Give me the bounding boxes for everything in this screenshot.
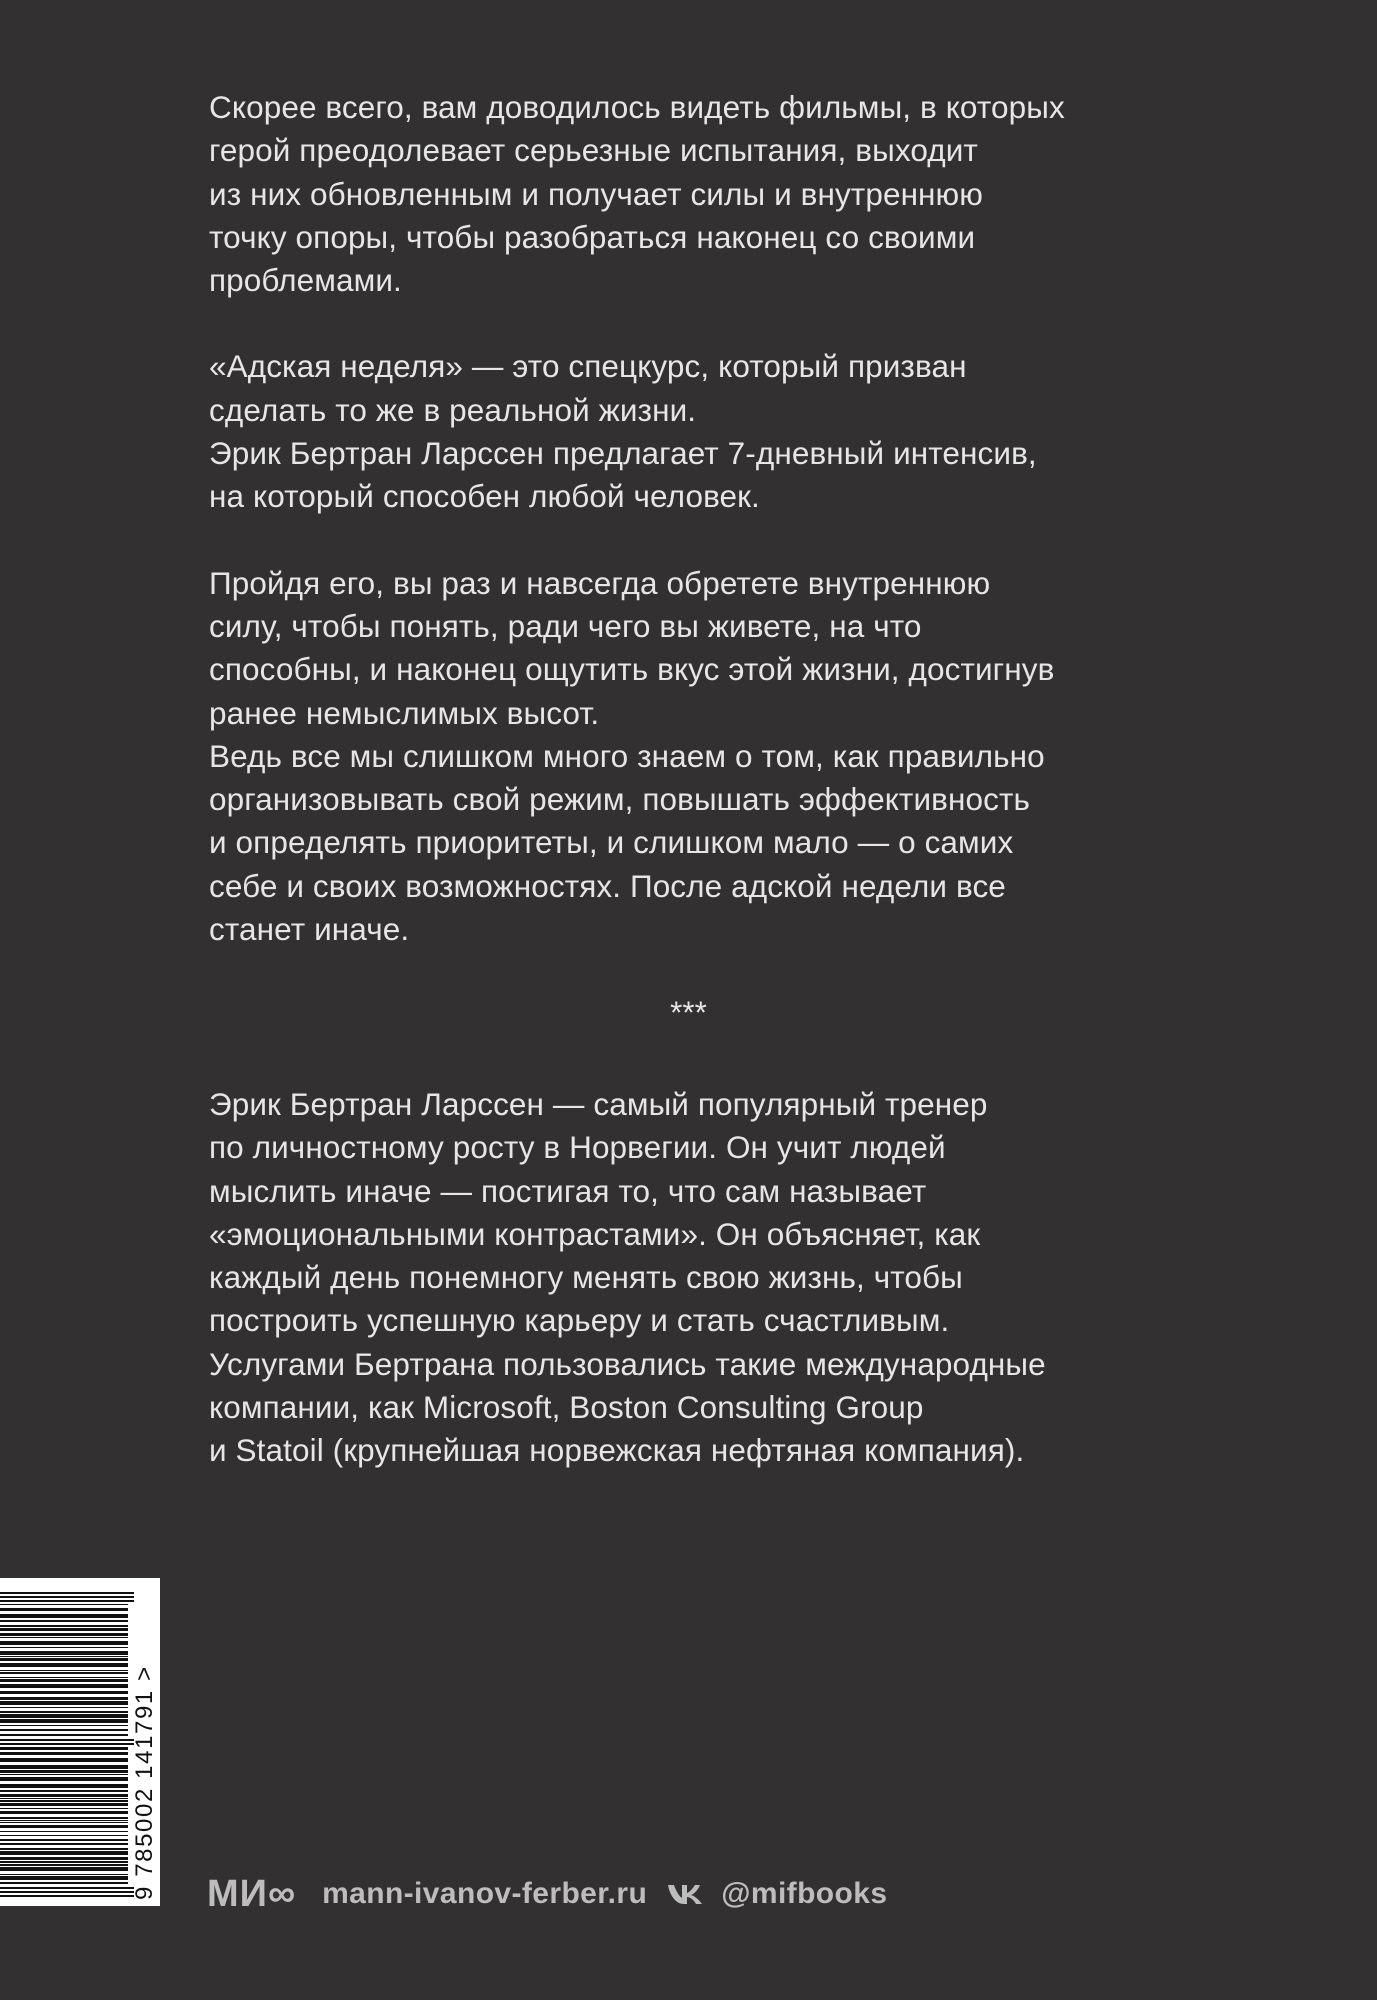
text-line: «эмоциональными контрастами». Он объясняет, как bbox=[209, 1215, 981, 1252]
barcode-bar bbox=[0, 1697, 128, 1700]
text-line: «Адская неделя» — это спецкурс, который призван bbox=[209, 348, 967, 385]
barcode-bar bbox=[0, 1867, 128, 1871]
publisher-footer bbox=[207, 1872, 887, 1916]
text-line: станет иначе. bbox=[209, 911, 410, 948]
barcode-bar bbox=[0, 1684, 128, 1688]
text-line: и Statoil (крупнейшая норвежская нефтяная компания). bbox=[209, 1432, 1025, 1469]
barcode-graphic bbox=[0, 1578, 160, 1906]
text-line: из них обновленным и получает силы и внутреннюю bbox=[209, 175, 984, 212]
barcode-bar bbox=[0, 1777, 128, 1781]
barcode-bar bbox=[0, 1831, 128, 1832]
vk-icon[interactable] bbox=[667, 1883, 703, 1905]
text-line: построить успешную карьеру и стать счастливым. bbox=[209, 1302, 950, 1339]
text-line: ранее немыслимых высот. bbox=[209, 694, 600, 731]
text-line: герой преодолевает серьезные испытания, выходит bbox=[209, 132, 978, 169]
barcode-bar bbox=[0, 1835, 128, 1836]
text-line: проблемами. bbox=[209, 262, 402, 299]
barcode-number: 9 785002 141791 > bbox=[131, 1665, 158, 1900]
barcode-bar bbox=[0, 1656, 128, 1657]
barcode-bar bbox=[0, 1861, 128, 1863]
barcode-bar bbox=[0, 1592, 134, 1594]
barcode-bar bbox=[0, 1839, 128, 1841]
barcode-bar bbox=[0, 1848, 128, 1850]
text-line: Скорее всего, вам доводилось видеть фильмы, в которых bbox=[209, 89, 1065, 125]
paragraph-author bbox=[209, 1083, 1209, 1473]
barcode-bar bbox=[0, 1822, 128, 1823]
text-line: компании, как Microsoft, Boston Consulting Group bbox=[209, 1389, 924, 1426]
barcode-bar bbox=[0, 1641, 128, 1645]
barcode-bar bbox=[0, 1637, 128, 1638]
barcode-bar bbox=[0, 1891, 134, 1893]
text-line: и определять приоритеты, и слишком мало — о самих bbox=[209, 824, 1014, 861]
text-line: по личностному росту в Норвегии. Он учит людей bbox=[209, 1129, 946, 1166]
barcode-bar bbox=[0, 1794, 128, 1797]
barcode-bar bbox=[0, 1770, 128, 1773]
barcode-bar bbox=[0, 1719, 128, 1723]
paragraph-benefits bbox=[209, 562, 1209, 952]
barcode-bar bbox=[0, 1714, 128, 1718]
barcode-bar bbox=[0, 1798, 128, 1799]
author-bio bbox=[209, 1083, 1209, 1473]
publisher-logo-text: МИ∞ bbox=[207, 1872, 297, 1915]
barcode-bar bbox=[0, 1803, 128, 1806]
text-line: организовывать свой режим, повышать эффективность bbox=[209, 781, 1030, 818]
text-line: Услугами Бертрана пользовались такие международные bbox=[209, 1345, 1046, 1382]
barcode-bar bbox=[0, 1596, 134, 1598]
barcode-bar bbox=[0, 1857, 128, 1860]
barcode-bar bbox=[0, 1663, 128, 1667]
section-separator: *** bbox=[670, 994, 707, 1030]
publisher-website-link[interactable]: mann-ivanov-ferber.ru bbox=[322, 1877, 648, 1910]
barcode-bar bbox=[0, 1811, 128, 1814]
barcode-bar bbox=[0, 1691, 128, 1694]
barcode-bar bbox=[0, 1895, 134, 1897]
barcode-bar bbox=[0, 1677, 128, 1678]
barcode-bar bbox=[0, 1729, 128, 1731]
barcode-bar bbox=[0, 1614, 128, 1618]
barcode-bar bbox=[0, 1672, 128, 1674]
paragraph-intro bbox=[209, 86, 1209, 302]
barcode-bar bbox=[0, 1647, 128, 1648]
text-line: способны, и наконец ощутить вкус этой жизни, достигнув bbox=[209, 651, 1055, 688]
barcode-bar bbox=[0, 1843, 128, 1845]
barcode-bar bbox=[0, 1874, 128, 1875]
barcode-bar bbox=[0, 1747, 128, 1750]
text-line: Эрик Бертран Ларссен предлагает 7-дневный интенсив, bbox=[209, 435, 1037, 472]
barcode-bar bbox=[0, 1604, 128, 1605]
barcode-bar bbox=[0, 1707, 128, 1708]
barcode-bar bbox=[0, 1725, 128, 1726]
paragraph-course bbox=[209, 345, 1209, 518]
text-line: каждый день понемногу менять свою жизнь, чтобы bbox=[209, 1259, 963, 1296]
barcode-bar bbox=[0, 1658, 128, 1661]
text-line: Пройдя его, вы раз и навсегда обретете внутреннюю bbox=[209, 564, 991, 601]
barcode-bar bbox=[0, 1808, 128, 1809]
barcode-bar bbox=[0, 1864, 128, 1866]
text-line: Ведь все мы слишком много знаем о том, как правильно bbox=[209, 737, 1045, 774]
barcode-bar bbox=[0, 1820, 128, 1821]
barcode-bar bbox=[0, 1711, 128, 1713]
barcode-bar bbox=[0, 1752, 128, 1755]
barcode-bar bbox=[0, 1620, 128, 1622]
barcode-bar bbox=[0, 1633, 128, 1636]
barcode-bar bbox=[0, 1876, 128, 1880]
barcode-bars bbox=[0, 1592, 134, 1897]
barcode-bar bbox=[0, 1774, 128, 1775]
barcode-bar bbox=[0, 1600, 134, 1602]
text-line: точку опоры, чтобы разобраться наконец со своими bbox=[209, 218, 976, 255]
social-handle-link[interactable]: @mifbooks bbox=[721, 1877, 888, 1910]
text-line: на который способен любой человек. bbox=[209, 478, 760, 515]
text-line: силу, чтобы понять, ради чего вы живете, на что bbox=[209, 607, 922, 644]
barcode-bar bbox=[0, 1758, 128, 1762]
barcode-bar bbox=[0, 1679, 128, 1682]
publisher-logo bbox=[207, 1873, 296, 1916]
text-line: себе и своих возможностях. После адской недели все bbox=[209, 867, 1006, 904]
barcode-bar bbox=[0, 1817, 128, 1819]
barcode-bar bbox=[0, 1743, 134, 1745]
text-line: мыслить иначе — постигая то, что сам называет bbox=[209, 1172, 927, 1209]
barcode-bar bbox=[0, 1882, 128, 1884]
barcode-bar bbox=[0, 1628, 128, 1631]
text-line: сделать то же в реальной жизни. bbox=[209, 391, 697, 428]
barcode-bar bbox=[0, 1790, 128, 1792]
barcode-bar bbox=[0, 1825, 128, 1828]
annotation-text bbox=[209, 86, 1209, 951]
barcode-bar bbox=[0, 1670, 128, 1671]
barcode-bar bbox=[0, 1608, 128, 1611]
barcode-bar bbox=[0, 1625, 128, 1627]
barcode-bar bbox=[0, 1887, 134, 1889]
barcode-bar bbox=[0, 1800, 128, 1802]
barcode-bar bbox=[0, 1651, 128, 1655]
barcode-bar bbox=[0, 1851, 128, 1855]
barcode-bar bbox=[0, 1784, 128, 1788]
barcode-bar bbox=[0, 1739, 134, 1741]
text-line: Эрик Бертран Ларссен — самый популярный тренер bbox=[209, 1086, 988, 1122]
barcode-bar bbox=[0, 1765, 128, 1769]
barcode-bar bbox=[0, 1701, 128, 1705]
isbn-barcode bbox=[0, 1578, 160, 1906]
barcode-bar bbox=[0, 1734, 128, 1736]
